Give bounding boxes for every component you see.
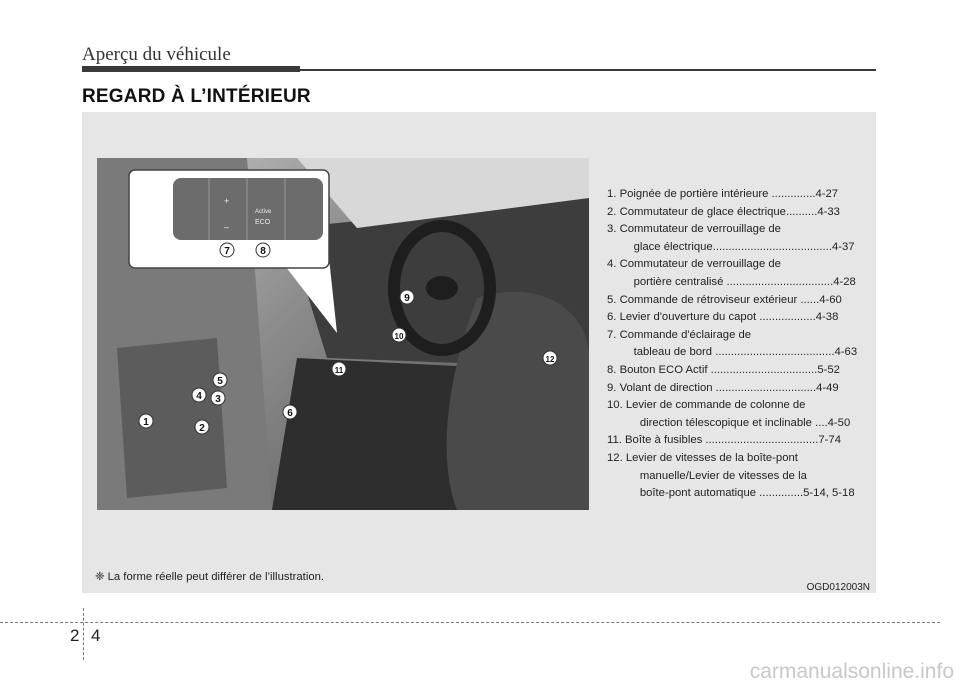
- svg-text:12: 12: [545, 355, 555, 364]
- marker-2: [195, 420, 209, 434]
- svg-text:3: 3: [215, 394, 221, 405]
- svg-text:8: 8: [260, 246, 266, 257]
- interior-illustration: [97, 158, 589, 510]
- marker-1: [139, 414, 153, 428]
- legend-item: 2. Commutateur de glace électrique..........4-33: [607, 205, 840, 218]
- svg-text:2: 2: [199, 423, 205, 434]
- door-armrest: [117, 338, 227, 498]
- page-number: 4: [91, 626, 101, 645]
- legend-item: 11. Boîte à fusibles ....................................7-74: [607, 434, 841, 447]
- figure-code: OGD012003N: [806, 582, 870, 593]
- section-title: REGARD À L’INTÉRIEUR: [82, 86, 311, 107]
- watermark-text: carmanualsonline.info: [749, 660, 954, 683]
- parts-legend: [607, 186, 863, 503]
- legend-item: 8. Bouton ECO Actif ..................................5-52: [607, 363, 840, 376]
- legend-item: 1. Poignée de portière intérieure ..............4-27: [607, 188, 839, 200]
- footer-rule: [0, 622, 940, 623]
- legend-item: 10. Levier de commande de colonne de direction télescopique et inclinable ....4-50: [607, 399, 851, 429]
- legend-item: 12. Levier de vitesses de la boîte-pont manuelle/Levier de vitesses de la boîte-pont automatique ..............5-14, 5-18: [607, 451, 855, 500]
- marker-12: [543, 351, 557, 365]
- header-rule-thick: [82, 66, 300, 72]
- legend-item: 9. Volant de direction ................................4-49: [607, 381, 839, 394]
- marker-9: [400, 290, 414, 304]
- svg-text:6: 6: [287, 408, 293, 419]
- interior-drawing: [97, 158, 589, 510]
- marker-7: [220, 243, 234, 257]
- eco-label-1: Active: [255, 209, 272, 215]
- marker-10: [392, 328, 406, 342]
- marker-5: [213, 373, 227, 387]
- driver-seat: [447, 292, 589, 510]
- legend-item: 5. Commande de rétroviseur extérieur ......4-60: [607, 293, 842, 306]
- svg-text:4: 4: [196, 391, 202, 402]
- page-divider: [83, 608, 84, 660]
- switch-panel: [173, 178, 323, 240]
- svg-text:5: 5: [217, 376, 223, 387]
- steering-hub: [426, 276, 458, 300]
- marker-6: [283, 405, 297, 419]
- svg-text:10: 10: [394, 332, 404, 341]
- svg-text:7: 7: [224, 246, 230, 257]
- marker-11: [332, 362, 346, 376]
- marker-8: [256, 243, 270, 257]
- marker-3: [211, 391, 225, 405]
- marker-4: [192, 388, 206, 402]
- eco-label-2: ECO: [255, 219, 271, 226]
- svg-text:1: 1: [143, 417, 149, 428]
- svg-text:9: 9: [404, 293, 410, 304]
- illustration-footnote: ❈ La forme réelle peut différer de l’illustration.: [95, 571, 325, 583]
- header-title: Aperçu du véhicule: [82, 44, 231, 65]
- chapter-number: 2: [70, 626, 80, 645]
- legend-item: 3. Commutateur de verrouillage de glace électrique......................................4-37: [607, 223, 855, 253]
- dimmer-plus: +: [224, 196, 230, 206]
- legend-item: 7. Commande d'éclairage de tableau de bord ......................................4-63: [607, 328, 858, 359]
- legend-item: 6. Levier d'ouverture du capot ..................4-38: [607, 311, 839, 324]
- header-rule-thin: [300, 69, 876, 71]
- dimmer-minus: –: [224, 222, 230, 232]
- svg-text:11: 11: [334, 366, 344, 375]
- legend-item: 4. Commutateur de verrouillage de portière centralisé ..................................4-28: [607, 258, 856, 288]
